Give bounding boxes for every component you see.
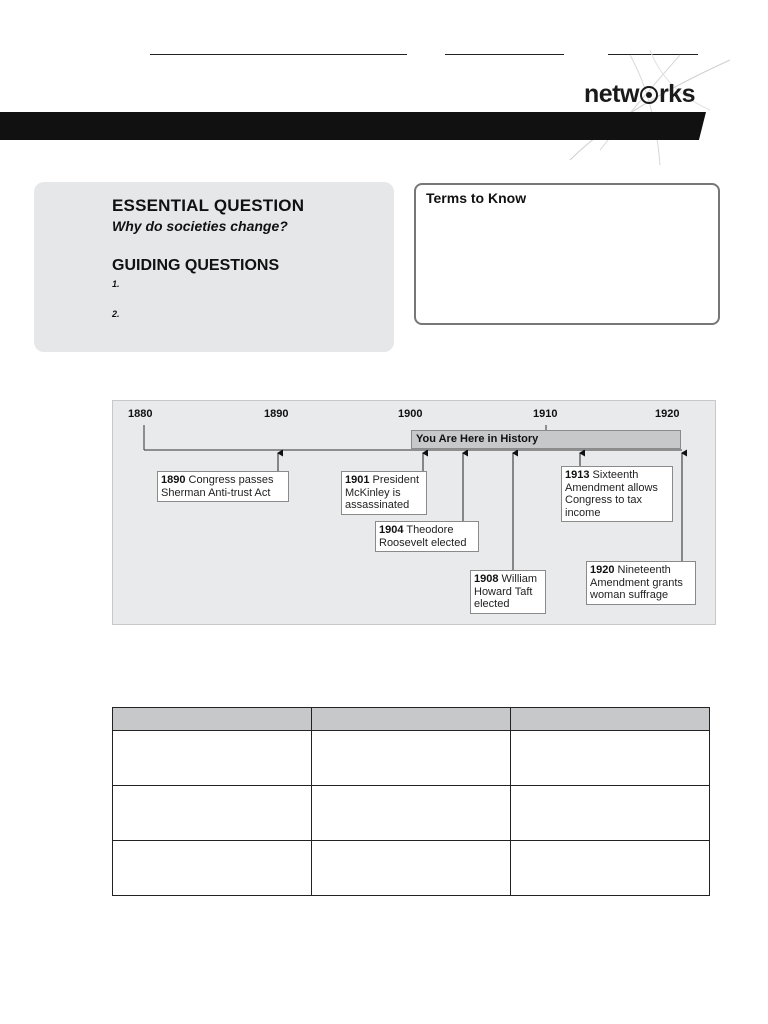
date-line[interactable] [445, 54, 564, 55]
name-line[interactable] [150, 54, 407, 55]
event-year: 1901 [345, 474, 370, 486]
event-year: 1920 [590, 564, 615, 576]
lesson-banner [0, 112, 706, 140]
table-cell[interactable] [312, 841, 511, 896]
table-row [113, 786, 710, 841]
event-text: Nineteenth Amendment grants woman suffrage [590, 564, 683, 601]
event-1920 [586, 561, 696, 605]
table-cell[interactable] [511, 731, 710, 786]
event-year: 1908 [474, 573, 499, 585]
table-row [113, 731, 710, 786]
table-cell[interactable] [113, 731, 312, 786]
guiding-question-1: 1. [112, 279, 120, 289]
table-header-cell [113, 708, 312, 731]
table-header-row [113, 708, 710, 731]
event-text: Theodore Roosevelt elected [379, 524, 467, 549]
event-1890 [157, 471, 289, 502]
networks-logo [584, 80, 695, 109]
table-header-cell [312, 708, 511, 731]
table-cell[interactable] [312, 786, 511, 841]
event-1908 [470, 570, 546, 614]
event-1901 [341, 471, 427, 515]
event-1904 [375, 521, 479, 552]
table-cell[interactable] [511, 841, 710, 896]
event-1913 [561, 466, 673, 522]
event-year: 1913 [565, 469, 590, 481]
essential-question-title: ESSENTIAL QUESTION [112, 196, 305, 215]
year-label-1890: 1890 [264, 408, 289, 420]
event-text: President McKinley is assassinated [345, 474, 420, 511]
guiding-question-2: 2. [112, 309, 120, 319]
graphic-organizer-table [112, 707, 710, 896]
year-label-1880: 1880 [128, 408, 153, 420]
table-cell[interactable] [312, 731, 511, 786]
logo-text-end: rks [658, 80, 695, 108]
event-year: 1904 [379, 524, 404, 536]
logo-swoosh-graphic [560, 50, 740, 170]
table-header-cell [511, 708, 710, 731]
year-label-1920: 1920 [655, 408, 680, 420]
year-label-1910: 1910 [533, 408, 558, 420]
logo-text-start: netw [584, 80, 639, 108]
you-are-here-label: You Are Here in History [416, 433, 539, 445]
table-cell[interactable] [113, 841, 312, 896]
table-row [113, 841, 710, 896]
table-cell[interactable] [113, 786, 312, 841]
event-text: Congress passes Sherman Anti-trust Act [161, 474, 274, 499]
essential-question-text: Why do societies change? [112, 218, 288, 234]
event-year: 1890 [161, 474, 186, 486]
guiding-questions-title: GUIDING QUESTIONS [112, 257, 280, 274]
year-label-1900: 1900 [398, 408, 423, 420]
event-text: Sixteenth Amendment allows Congress to tax income [565, 469, 658, 519]
table-cell[interactable] [511, 786, 710, 841]
terms-to-know-title: Terms to Know [426, 190, 527, 206]
logo-o-icon [640, 86, 658, 104]
event-text: William Howard Taft elected [474, 573, 537, 610]
